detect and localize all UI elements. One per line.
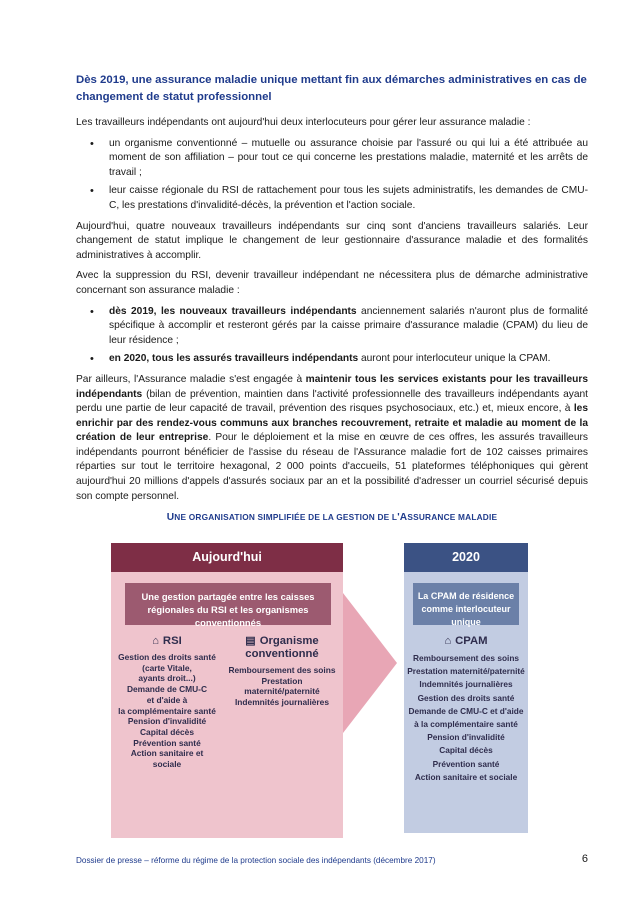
right-arrow-icon: [343, 593, 397, 733]
today-subtitle: Une gestion partagée entre les caisses régionales du RSI et les organismes conventionnés: [125, 583, 331, 625]
section-heading: Dès 2019, une assurance maladie unique mettant fin aux démarches administratives en cas de changement de statut professionnel: [76, 74, 587, 103]
list-item: Action sanitaire et sociale: [414, 771, 518, 782]
list-item: Gestion des droits santé: [417, 692, 515, 703]
today-header: Aujourd'hui: [111, 543, 343, 572]
list-item: Pension d'invalidité: [427, 732, 505, 743]
list-item: Remboursement des soins: [412, 653, 520, 663]
store-icon: ▤: [245, 635, 256, 647]
list-item: Indemnités journalières: [419, 679, 513, 690]
list-item: Prévention santé: [432, 758, 500, 769]
list-item: Capital décès: [439, 745, 493, 756]
list-item: Demande de CMU-C: [126, 684, 208, 695]
list-item: Demande de CMU-C et d'aide: [408, 705, 524, 716]
cpam-column: [404, 635, 528, 784]
bullet-icon: •: [90, 137, 94, 150]
today-panel: [111, 543, 343, 838]
future-subtitle: La CPAM de résidence comme interlocuteur unique: [413, 583, 519, 625]
list-item: la complémentaire santé: [118, 705, 216, 716]
list-item: ayants droit...): [138, 673, 196, 684]
rsi-column: [117, 635, 217, 770]
list-item: Pension d'invalidité: [127, 716, 207, 727]
bullet-icon: •: [90, 185, 94, 198]
list-item: Capital décès: [140, 726, 194, 737]
organisation-figure: [111, 535, 528, 838]
paragraph-services: Par ailleurs, l'Assurance maladie s'est engagée à maintenir tous les services existants pour les travailleurs indépendants (bilan de prévention, maintien dans l'activité professionnelle des travailleurs indépendants ayant perdu une partie de leur capacité de travail, prévention des risques psychosociaux, etc.) et, mieux encore, à les enrichir par des rendez-vous communs aux branches recouvrement, retraite et maladie au moment de la création de leur entreprise. Pour le déploiement et la mise en œuvre de ces offres, les assurés travailleurs indépendants pourront bénéficier de l'assise du réseau de l'Assurance maladie fort de 102 caisses primaires réparties sur tout le territoire hexagonal, 2 000 points d'accueils, 51 plateformes téléphoniques qui gèrent aujourd'hui 20 millions d'appels d'assurés sociaux par an et la possibilité d'adresser un courriel sécurisé depuis son compte personnel.: [76, 373, 588, 502]
list-item: Prévention santé: [133, 737, 201, 748]
figure-title: UNE ORGANISATION SIMPLIFIÉE DE LA GESTION DE L'ASSURANCE MALADIE: [166, 512, 498, 524]
organisme-title: ▤ Organisme conventionné: [245, 635, 319, 660]
list-item: • leur caisse régionale du RSI de rattachement pour tous les sujets administratifs, les demandes de CMU-C, les prestations d'invalidité-décès, la prévention et l'action sociale.: [90, 185, 588, 211]
list-item: (carte Vitale,: [142, 662, 192, 673]
list-item: Action sanitaire et sociale: [130, 748, 204, 770]
list-item: Remboursement des soins: [228, 665, 336, 675]
list-item: Gestion des droits santé: [118, 652, 216, 662]
list-item: • en 2020, tous les assurés travailleurs indépendants auront pour interlocuteur unique la CPAM.: [90, 353, 551, 366]
cpam-title: ⌂ CPAM: [444, 635, 488, 647]
page-footer: Dossier de presse – réforme du régime de la protection sociale des indépendants (décembre 2017): [76, 856, 436, 865]
list-item: • un organisme conventionné – mutuelle ou assurance choisie par l'assuré ou qui lui a été attribuée au moment de son affiliation – pour tout ce qui concerne les prestations maladie, maternité et les arrêts de travail ;: [90, 137, 588, 178]
bullet-icon: •: [90, 305, 94, 318]
building-icon: ⌂: [152, 635, 159, 647]
future-panel: [404, 543, 528, 833]
list-item: Prestation: [261, 675, 303, 686]
rsi-title: ⌂ RSI: [152, 635, 182, 647]
document-body: [76, 72, 588, 529]
list-item: et d'aide à: [146, 694, 188, 705]
page-number: 6: [581, 853, 588, 865]
bullet-icon: •: [90, 353, 94, 366]
paragraph-intro: Les travailleurs indépendants ont aujourd'hui deux interlocuteurs pour gérer leur assurance maladie :: [76, 117, 531, 128]
list-item: à la complémentaire santé: [414, 719, 518, 730]
list-item: • dès 2019, les nouveaux travailleurs indépendants anciennement salariés n'auront plus de formalité spécifique à accomplir et resteront gérés par la caisse primaire d'assurance maladie (CPAM) du lieu de leur résidence ;: [90, 305, 588, 346]
list-item: Prestation maternité/paternité: [407, 666, 525, 677]
interlocutors-list: [76, 137, 588, 214]
paragraph-status-change: Aujourd'hui, quatre nouveaux travailleurs indépendants sur cinq sont d'anciens travailleurs salariés. Leur changement de statut implique le changement de leur gestionnaire d'assurance maladie et des formalités administratives à accomplir.: [76, 220, 588, 261]
organisme-column: [225, 635, 339, 708]
list-item: Indemnités journalières: [234, 697, 329, 708]
list-item: maternité/paternité: [244, 686, 320, 697]
timeline-list: [76, 305, 588, 367]
future-header: 2020: [404, 543, 528, 572]
paragraph-rsi-suppression: Avec la suppression du RSI, devenir travailleur indépendant ne nécessitera plus de démarche administrative concernant son assurance maladie :: [76, 270, 588, 296]
building-icon: ⌂: [444, 635, 452, 647]
